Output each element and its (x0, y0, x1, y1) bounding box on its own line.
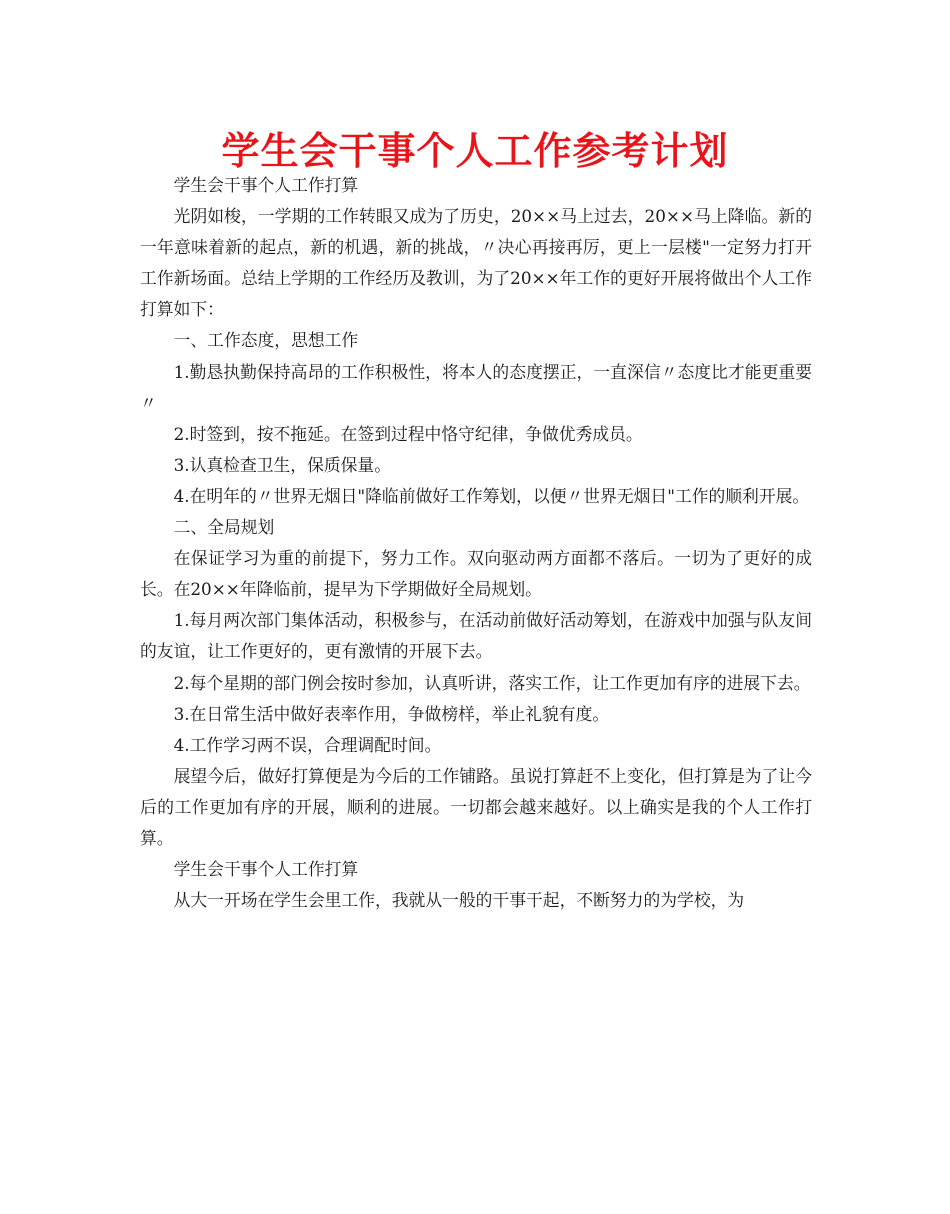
list-item: 3.在日常生活中做好表率作用，争做榜样，举止礼貌有度。 (173, 703, 610, 724)
list-item: 3.认真检查卫生，保质保量。 (173, 454, 391, 475)
list-item: 2.时签到，按不拖延。在签到过程中恪守纪律，争做优秀成员。 (173, 423, 643, 444)
paragraph: 学生会干事个人工作打算 (173, 859, 359, 880)
document-title: 学生会干事个人工作参考计划 (221, 129, 729, 173)
list-item: 4.工作学习两不误，合理调配时间。 (173, 734, 442, 755)
list-item: 1.每月两次部门集体活动，积极参与，在活动前做好活动筹划，在游戏中加强与队友间的友谊，让工作更好的，更有激情的开展下去。 (140, 610, 812, 662)
paragraph: 在保证学习为重的前提下，努力工作。双向驱动两方面都不落后。一切为了更好的成长。在20××年降临前，提早为下学期做好全局规划。 (140, 548, 812, 600)
paragraph: 光阴如梭，一学期的工作转眼又成为了历史，20××马上过去，20××马上降临。新的一年意味着新的起点，新的机遇，新的挑战，〃决心再接再厉，更上一层楼"一定努力打开工作新场面。总结上学期的工作经历及教训，为了20××年工作的更好开展将做出个人工作打算如下： (140, 206, 812, 320)
section-heading: 一、工作态度，思想工作 (173, 330, 359, 351)
list-item: 4.在明年的〃世界无烟日"降临前做好工作筹划，以便〃世界无烟日"工作的顺利开展。 (173, 485, 810, 506)
paragraph: 展望今后，做好打算便是为今后的工作铺路。虽说打算赶不上变化，但打算是为了让今后的工作更加有序的开展，顺利的进展。一切都会越来越好。以上确实是我的个人工作打算。 (140, 765, 812, 848)
section-heading: 二、全局规划 (173, 517, 275, 538)
list-item: 2.每个星期的部门例会按时参加，认真听讲，落实工作，让工作更加有序的进展下去。 (173, 672, 811, 693)
paragraph: 学生会干事个人工作打算 (173, 175, 359, 195)
list-item: 1.勤恳执勤保持高昂的工作积极性，将本人的态度摆正，一直深信〃态度比才能更重要〃 (140, 361, 812, 413)
paragraph: 从大一开场在学生会里工作，我就从一般的干事干起，不断努力的为学校，为 (173, 890, 745, 911)
document-body (140, 170, 812, 916)
